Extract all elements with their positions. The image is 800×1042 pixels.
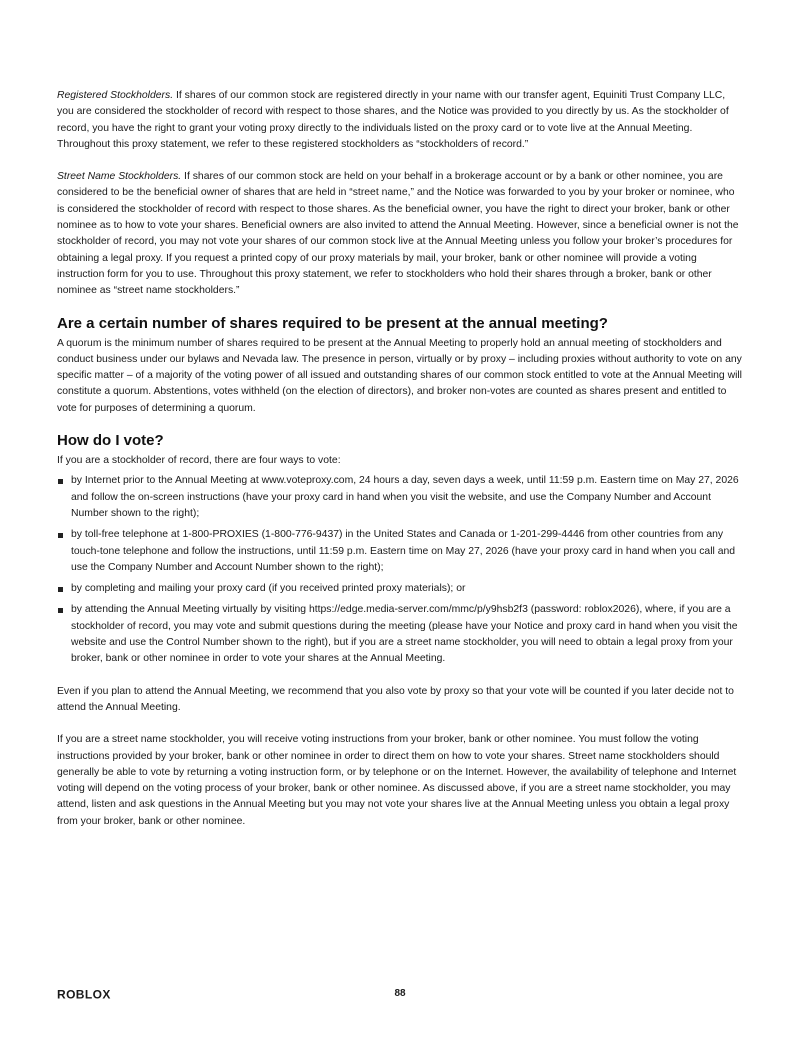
- document-page: [57, 88, 743, 830]
- street-name-stockholders-paragraph: [57, 169, 743, 299]
- list-item-text: by completing and mailing your proxy card (if you received printed proxy materials); or: [71, 583, 466, 595]
- square-bullet-icon: [58, 533, 63, 538]
- svg-text:ROBLOX: ROBLOX: [57, 988, 111, 1000]
- registered-stockholders-lead: Registered Stockholders.: [57, 90, 174, 101]
- registered-stockholders-text: If shares of our common stock are registered directly in your name with our transfer agent, Equiniti Trust Company LLC, you are considered the stockholder of record with respect to those shares, and the Notice was provided to you directly by us. As the stockholder of record, you have the right to grant your voting proxy directly to the individuals listed on the proxy card or to vote live at the Annual Meeting. Throughout this proxy statement, we refer to these registered stockholders as “stockholders of record.”: [57, 90, 729, 150]
- page-number: 88: [394, 988, 406, 999]
- list-item: [57, 602, 743, 667]
- quorum-heading: Are a certain number of shares required to be present at the annual meeting?: [57, 314, 608, 332]
- how-to-vote-heading: How do I vote?: [57, 432, 164, 450]
- quorum-paragraph: A quorum is the minimum number of shares required to be present at the Annual Meeting to properly hold an annual meeting of stockholders and conduct business under our bylaws and Nevada law. The presence in person, virtually or by proxy – including proxies without authority to vote on any specific matter – of a majority of the voting power of all issued and outstanding shares of our common stock entitled to vote at the Annual Meeting will constitute a quorum. Abstentions, votes withheld (on the election of directors), and broker non-votes are counted as shares present and entitled to vote for purposes of determining a quorum.: [57, 337, 742, 414]
- square-bullet-icon: [58, 479, 63, 484]
- voting-methods-list: [57, 473, 743, 667]
- street-name-voting-paragraph: If you are a street name stockholder, you will receive voting instructions from your broker, bank or other nominee. You must follow the voting instructions provided by your broker, bank or other nominee in order to direct them on how to vote your shares. Street name stockholders should generally be able to vote by returning a voting instruction form, or by telephone or on the Internet. However, the availability of telephone and Internet voting will depend on the voting process of your broker, bank or other nominee. As discussed above, if you are a street name stockholder, you may attend, listen and ask questions in the Annual Meeting but you may not vote your shares live at the Annual Meeting unless you obtain a legal proxy from your broker, bank or other nominee.: [57, 734, 737, 827]
- registered-stockholders-paragraph: [57, 88, 743, 153]
- street-name-stockholders-text: If shares of our common stock are held on your behalf in a brokerage account or by a bank or other nominee, you are considered to be the beneficial owner of shares that are held in “street name,” and the Notice was forwarded to you by your broker or nominee, who is considered the stockholder of record with respect to those shares. As the beneficial owner, you have the right to direct your broker, bank or other nominee as to how to vote your shares. Beneficial owners are also invited to attend the Annual Meeting. However, since a beneficial owner is not the stockholder of record, you may not vote your shares of our common stock live at the Annual Meeting unless you follow your broker’s procedures for obtaining a legal proxy. If you request a printed copy of our proxy materials by mail, your broker, bank or other nominee will provide a voting instruction form for you to use. Throughout this proxy statement, we refer to stockholders who hold their shares through a broker, bank or other nominee as “street name stockholders.”: [57, 171, 739, 297]
- street-name-stockholders-lead: Street Name Stockholders.: [57, 171, 182, 183]
- list-item: [57, 527, 743, 576]
- list-item-text: by Internet prior to the Annual Meeting at www.voteproxy.com, 24 hours a day, seven days a week, until 11:59 p.m. Eastern time on May 27, 2026 and follow the on-screen instructions (have your proxy card in hand when you visit the website, and use the Company Number and Account Number shown to the right);: [71, 475, 739, 519]
- list-item: [57, 473, 743, 522]
- page-footer: [57, 986, 743, 1002]
- how-to-vote-intro: If you are a stockholder of record, there are four ways to vote:: [57, 455, 341, 467]
- vote-by-proxy-paragraph: Even if you plan to attend the Annual Meeting, we recommend that you also vote by proxy so that your vote will be counted if you later decide not to attend the Annual Meeting.: [57, 685, 734, 713]
- square-bullet-icon: [58, 608, 63, 613]
- list-item-text: by attending the Annual Meeting virtually by visiting https://edge.media-server.com/mmc/p/y9hsb2f3 (password: roblox2026), where, if you are a stockholder of record, you may vote and submit questions during the meeting (please have your Notice and proxy card in hand when you visit the website and use the Control Number shown to the right), but if you are a street name stockholder, you will need to obtain a legal proxy from your broker, bank or other nominee in order to vote your shares at the Annual Meeting.: [71, 604, 738, 665]
- square-bullet-icon: [58, 587, 63, 592]
- list-item-text: by toll-free telephone at 1-800-PROXIES (1-800-776-9437) in the United States and Canada or 1-201-299-4446 from other countries from any touch-tone telephone and follow the instructions, until 11:59 p.m. Eastern time on May 27, 2026 (have your proxy card in hand when you call and use the Company Number and Account Number shown to the right);: [71, 529, 736, 573]
- list-item: [57, 581, 743, 597]
